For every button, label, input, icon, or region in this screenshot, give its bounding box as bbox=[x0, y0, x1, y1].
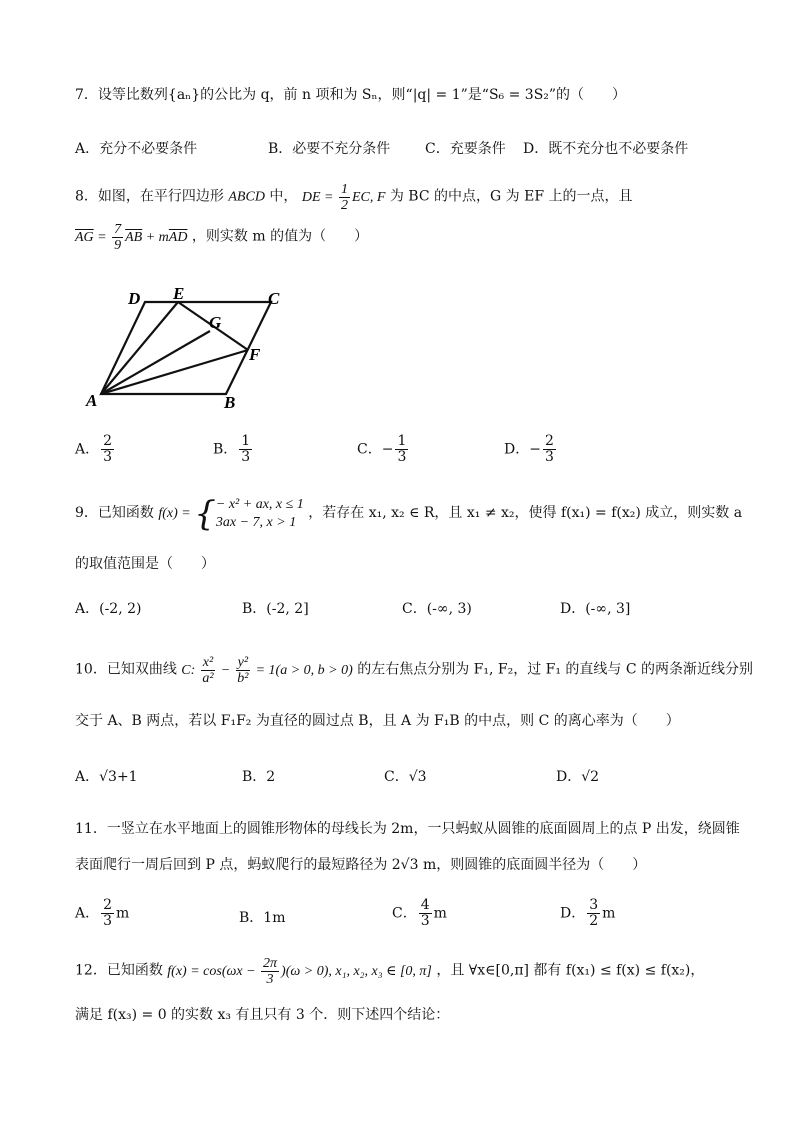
question-8-line-2 bbox=[75, 222, 735, 253]
question-11-line-1: 11．一竖立在水平地面上的圆锥形物体的母线长为 2m，一只蚂蚁从圆锥的底面圆周上的点 P 出发，绕圆锥 bbox=[75, 821, 740, 837]
question-10-option-a[interactable]: A．√3+1 bbox=[75, 769, 138, 785]
question-10-line-1 bbox=[75, 655, 754, 686]
cosine-function: f(x) = cos(ωx − $\frac{2\pi}{3}$ )(ω > 0), x₁, x₂, x₃ ∈ [0, π] bbox=[167, 956, 432, 987]
question-10-option-d[interactable]: D．√2 bbox=[556, 769, 600, 785]
label-a: A bbox=[86, 391, 98, 410]
question-8-line-2-text: ，则实数 m 的值为（ ） bbox=[191, 228, 369, 245]
hyperbola-equation: C: $\frac{\text{x²}}{\text{a²}}$ − $\frac{\text{y²}}{\text{b²}}$ = 1(a > 0, b > 0) bbox=[181, 655, 353, 686]
piece-1: − x² + ax, x ≤ 1 bbox=[215, 497, 304, 512]
question-7-option-d[interactable]: D．既不充分也不必要条件 bbox=[523, 141, 689, 157]
question-9-option-d[interactable]: D．(-∞, 3] bbox=[560, 601, 631, 617]
parallelogram-figure bbox=[78, 284, 300, 412]
question-8-prefix: 8．如图，在平行四边形 bbox=[75, 188, 224, 205]
question-8-mid: 中， bbox=[269, 188, 298, 205]
piece-2: 3ax − 7, x > 1 bbox=[215, 515, 297, 530]
question-10-line-2: 交于 A、B 两点，若以 F₁F₂ 为直径的圆过点 B，且 A 为 F₁B 的中点，则 C 的离心率为（ ） bbox=[75, 713, 680, 729]
question-11-option-a[interactable]: A． $\frac{2}{3}$ m bbox=[75, 897, 130, 929]
question-11-option-b[interactable]: B．1m bbox=[239, 910, 286, 926]
question-7-option-b[interactable]: B．必要不充分条件 bbox=[268, 141, 391, 157]
question-7-option-c[interactable]: C．充要条件 bbox=[425, 141, 506, 157]
condition-de-ec: DE = $\frac{1}{2}$ EC, F bbox=[301, 182, 386, 213]
question-10-option-b[interactable]: B．2 bbox=[242, 769, 276, 785]
question-8-option-b[interactable]: B． $\frac{1}{3}$ bbox=[213, 433, 251, 465]
question-11-option-d[interactable]: D． $\frac{3}{2}$ m bbox=[560, 897, 616, 929]
label-b: B bbox=[224, 393, 236, 412]
question-9-prefix: 9．已知函数 bbox=[75, 505, 154, 522]
question-9-line-2: 的取值范围是（ ） bbox=[75, 556, 215, 572]
question-10-prefix: 10．已知双曲线 bbox=[75, 661, 177, 678]
question-9-option-b[interactable]: B．(-2, 2] bbox=[242, 601, 309, 617]
question-8-line-1 bbox=[75, 182, 735, 213]
parallelogram-name: ABCD bbox=[228, 189, 265, 205]
question-8-option-c[interactable]: C．− $\frac{1}{3}$ bbox=[357, 433, 407, 465]
piecewise-function: f(x) = { − x² + ax, x ≤ 1 3ax − 7, x > 1 bbox=[158, 494, 304, 534]
segment-ag bbox=[101, 331, 210, 394]
question-12-prefix: 12．已知函数 bbox=[75, 962, 163, 979]
label-g: G bbox=[209, 313, 222, 332]
segment-af bbox=[101, 350, 248, 394]
vector-equation: $\overline{AG}$ = $\frac{7}{9}$ $\overline{AB} + m\overline{AD}$ bbox=[75, 222, 188, 253]
question-9-line-1 bbox=[75, 494, 743, 534]
label-d: D bbox=[128, 289, 141, 308]
question-8-option-a[interactable]: A． $\frac{2}{3}$ bbox=[75, 433, 113, 465]
question-8-option-d[interactable]: D．− $\frac{2}{3}$ bbox=[504, 433, 554, 465]
question-9-option-c[interactable]: C．(-∞, 3) bbox=[402, 601, 472, 617]
question-9-suffix: ，若存在 x₁, x₂ ∈ R，且 x₁ ≠ x₂，使得 f(x₁) = f(x₂) 成立，则实数 a bbox=[308, 505, 743, 522]
label-c: C bbox=[268, 289, 280, 308]
question-12-line-2: 满足 f(x₃) = 0 的实数 x₃ 有且只有 3 个．则下述四个结论： bbox=[75, 1007, 450, 1023]
label-f: F bbox=[249, 345, 261, 364]
question-7-stem bbox=[75, 84, 735, 106]
label-e: E bbox=[173, 284, 185, 303]
question-8-suffix: 为 BC 的中点，G 为 EF 上的一点，且 bbox=[389, 188, 633, 205]
question-12-suffix: ，且 ∀x∈[0,π] 都有 f(x₁) ≤ f(x) ≤ f(x₂)， bbox=[436, 962, 705, 979]
question-11-option-c[interactable]: C． $\frac{4}{3}$ m bbox=[392, 897, 447, 929]
question-12-line-1 bbox=[75, 956, 735, 987]
question-7-option-a[interactable]: A．充分不必要条件 bbox=[75, 141, 198, 157]
question-10-suffix: 的左右焦点分别为 F₁, F₂，过 F₁ 的直线与 C 的两条渐近线分别 bbox=[357, 661, 754, 678]
question-9-option-a[interactable]: A．(-2, 2) bbox=[75, 601, 142, 617]
question-10-option-c[interactable]: C．√3 bbox=[384, 769, 427, 785]
question-7-text: 7．设等比数列{aₙ}的公比为 q，前 n 项和为 Sₙ，则“|q| = 1”是“S₆ = 3S₂”的（ ） bbox=[75, 87, 627, 103]
question-11-line-2: 表面爬行一周后回到 P 点，蚂蚁爬行的最短路径为 2√3 m，则圆锥的底面圆半径为（ ） bbox=[75, 857, 647, 873]
